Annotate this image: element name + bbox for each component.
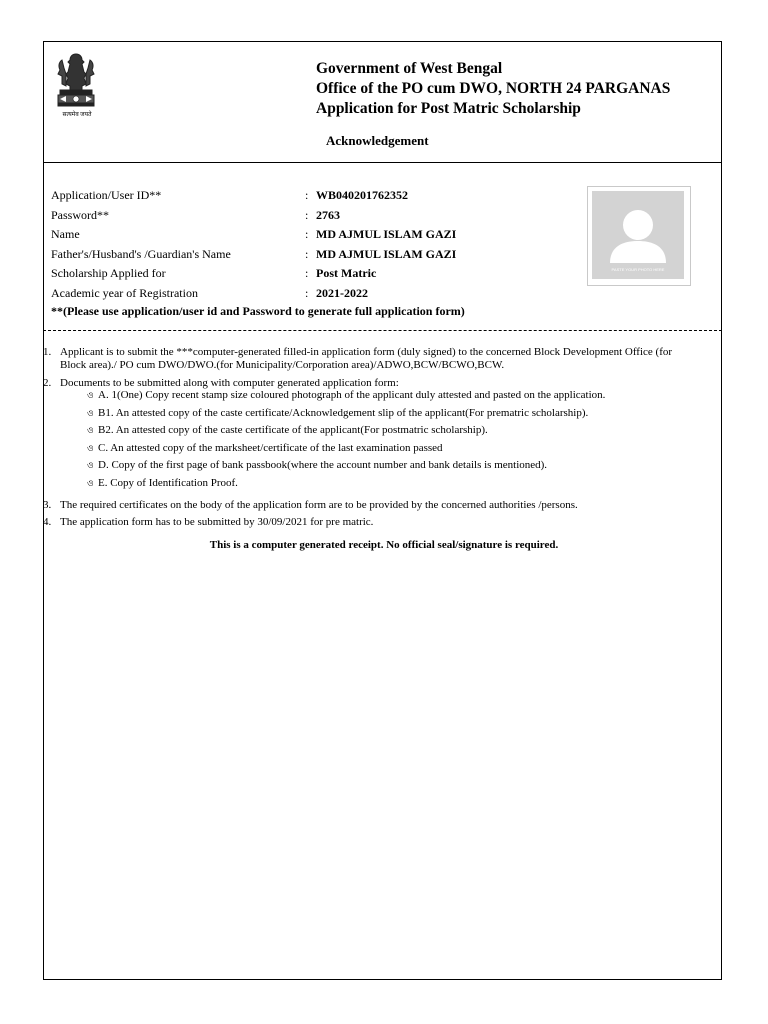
document-item [87,477,238,489]
detail-colon: : [305,266,309,281]
document-item [87,442,443,454]
detail-label: Name [51,227,80,242]
header-titles [316,59,670,119]
detail-colon: : [305,207,309,222]
detail-colon: : [305,188,309,202]
instruction-number: 4. [43,516,52,528]
instruction-number: 2. [43,377,52,389]
instruction-text: Documents to be submitted along with computer generated application form: [60,377,399,389]
document-text: D. Copy of the first page of bank passbook(where the account number and bank details is mentioned). [98,459,548,471]
bullet-icon: ও [87,478,94,488]
document-item [87,424,488,436]
person-silhouette-icon [592,191,684,279]
bullet-icon: ও [87,460,94,470]
receipt-note: This is a computer generated receipt. No official seal/signature is required. [209,539,559,551]
office-title: Office of the PO cum DWO, NORTH 24 PARGANAS [316,80,671,97]
document-item [87,459,547,471]
header-divider [43,162,722,163]
bullet-icon: ও [87,408,94,418]
document-text: C. An attested copy of the marksheet/certificate of the last examination passed [98,442,443,454]
emblem-motto: सत्यमेव जयते [62,112,92,118]
instruction-text-continued: Block area)./ PO cum DWO/DWO.(for Municipality/Corporation area)/ADWO,BCW/BCWO,BCW. [60,359,505,371]
instruction-number: 1. [43,346,52,358]
detail-label: Password** [51,207,110,222]
detail-value: MD AJMUL ISLAM GAZI [316,246,457,261]
bullet-icon: ও [87,390,94,400]
document-text: A. 1(One) Copy recent stamp size coloured photograph of the applicant duly attested and pasted on the application. [98,389,606,401]
document-item [87,389,605,401]
detail-colon: : [305,246,309,261]
detail-label: Application/User ID** [51,188,162,202]
document-text: B1. An attested copy of the caste certificate/Acknowledgement slip of the applicant(For prematric scholarship). [98,407,589,419]
detail-value: 2763 [316,207,340,222]
acknowledgement-title: Acknowledgement [326,133,429,148]
application-title: Application for Post Matric Scholarship [316,100,581,117]
document-item [87,407,588,419]
detail-value: MD AJMUL ISLAM GAZI [316,227,457,242]
instruction-text: Applicant is to submit the ***computer-generated filled-in application form (duly signed) to the concerned Block Development Office (for [60,346,673,358]
bullet-icon: ও [87,443,94,453]
detail-label: Father's/Husband's /Guardian's Name [51,246,231,261]
detail-label: Academic year of Registration [51,285,198,300]
detail-label: Scholarship Applied for [51,266,166,281]
document-text: B2. An attested copy of the caste certificate of the applicant(For postmatric scholarship). [98,424,488,436]
photo-placeholder [587,186,691,286]
detail-colon: : [305,285,309,300]
bullet-icon: ও [87,425,94,435]
dashed-divider [43,330,722,331]
credentials-note: **(Please use application/user id and Password to generate full application form) [51,304,465,318]
detail-value: WB040201762352 [316,188,409,202]
detail-colon: : [305,227,309,242]
photo-placeholder-text: PASTE YOUR PHOTO HERE [611,267,665,272]
government-title: Government of West Bengal [316,60,503,77]
document-text: E. Copy of Identification Proof. [98,477,238,489]
instruction-text: The required certificates on the body of the application form are to be provided by the concerned authorities /persons. [60,499,578,511]
detail-value: 2021-2022 [316,285,368,300]
photo-area [592,191,684,279]
instruction-text: The application form has to be submitted by 30/09/2021 for pre matric. [60,516,374,528]
instruction-number: 3. [43,499,52,511]
detail-value: Post Matric [316,266,377,281]
